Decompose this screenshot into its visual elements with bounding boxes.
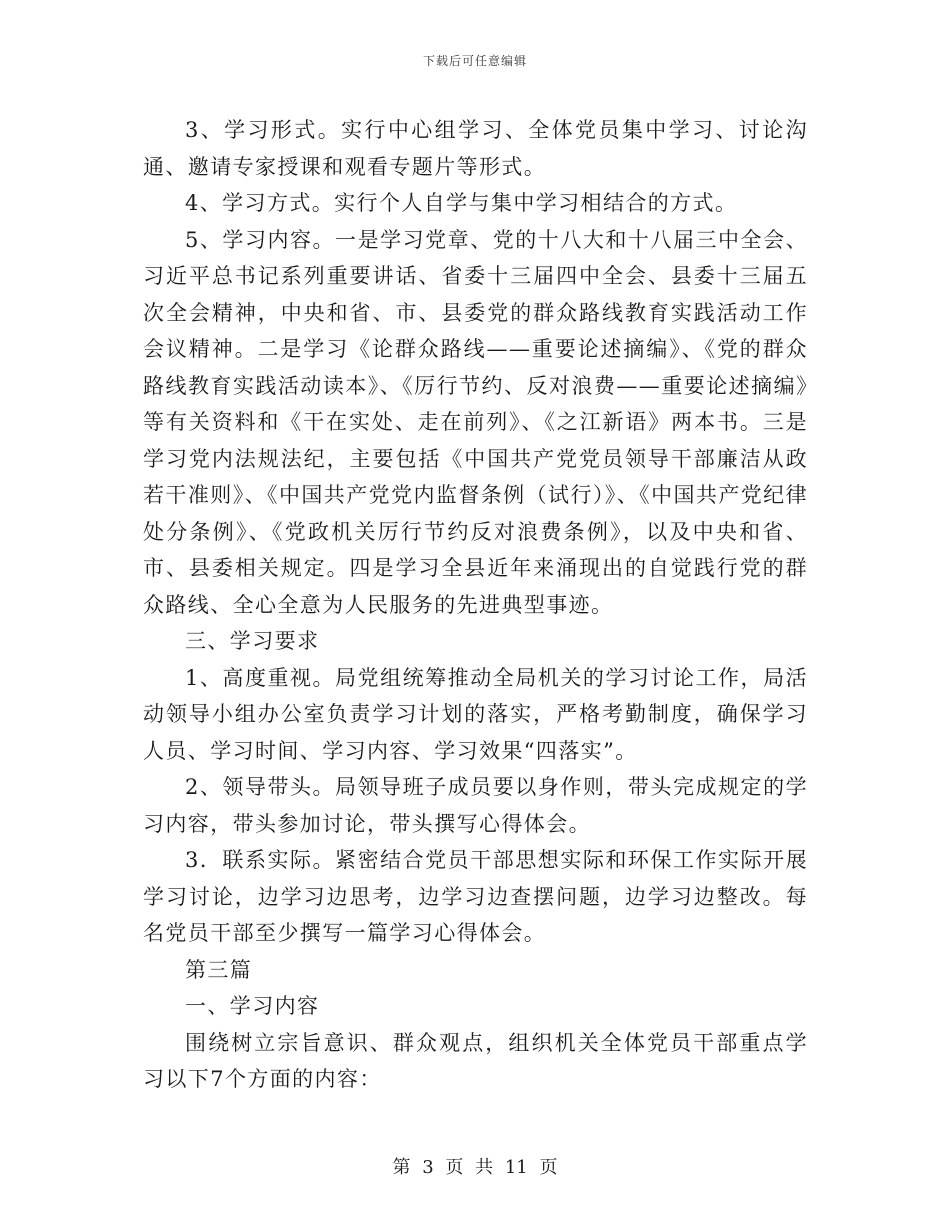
document-body (143, 112, 808, 1098)
section-heading-requirements: 三、学习要求 (185, 629, 320, 653)
section-heading-content: 一、学习内容 (185, 994, 320, 1018)
page-number: 第 3 页 共 11 页 (392, 1157, 558, 1178)
paragraph-attention: 1、高度重视。局党组统筹推动全局机关的学习讨论工作，局活动领导小组办公室负责学习计划的落实，严格考勤制度，确保学习人员、学习时间、学习内容、学习效果“四落实”。 (143, 665, 808, 763)
part-heading-third: 第三篇 (185, 957, 253, 982)
page-header-note: 下载后可任意编辑 (422, 54, 527, 68)
paragraph-intro-seven: 围绕树立宗旨意识、群众观点，组织机关全体党员干部重点学习以下7个方面的内容： (143, 1030, 808, 1091)
paragraph-leadership: 2、领导带头。局领导班子成员要以身作则，带头完成规定的学习内容，带头参加讨论，带头撰写心得体会。 (143, 775, 808, 836)
paragraph-study-content: 5、学习内容。一是学习党章、党的十八大和十八届三中全会、习近平总书记系列重要讲话、省委十三届四中全会、县委十三届五次全会精神，中央和省、市、县委党的群众路线教育实践活动工作会议精神。二是学习《论群众路线——重要论述摘编》、《党的群众路线教育实践活动读本》、《厉行节约、反对浪费——重要论述摘编》等有关资料和《干在实处、走在前列》、《之江新语》两本书。三是学习党内法规法纪，主要包括《中国共产党党员领导干部廉洁从政若干准则》、《中国共产党党内监督条例（试行）》、《中国共产党纪律处分条例》、《党政机关厉行节约反对浪费条例》，以及中央和省、市、县委相关规定。四是学习全县近年来涌现出的自觉践行党的群众路线、全心全意为人民服务的先进典型事迹。 (143, 227, 808, 617)
paragraph-study-method: 4、学习方式。实行个人自学与集中学习相结合的方式。 (185, 191, 738, 215)
paragraph-study-form: 3、学习形式。实行中心组学习、全体党员集中学习、讨论沟通、邀请专家授课和观看专题片等形式。 (143, 118, 808, 179)
paragraph-practice: 3．联系实际。紧密结合党员干部思想实际和环保工作实际开展学习讨论，边学习边思考，边学习边查摆问题，边学习边整改。每名党员干部至少撰写一篇学习心得体会。 (143, 848, 808, 945)
